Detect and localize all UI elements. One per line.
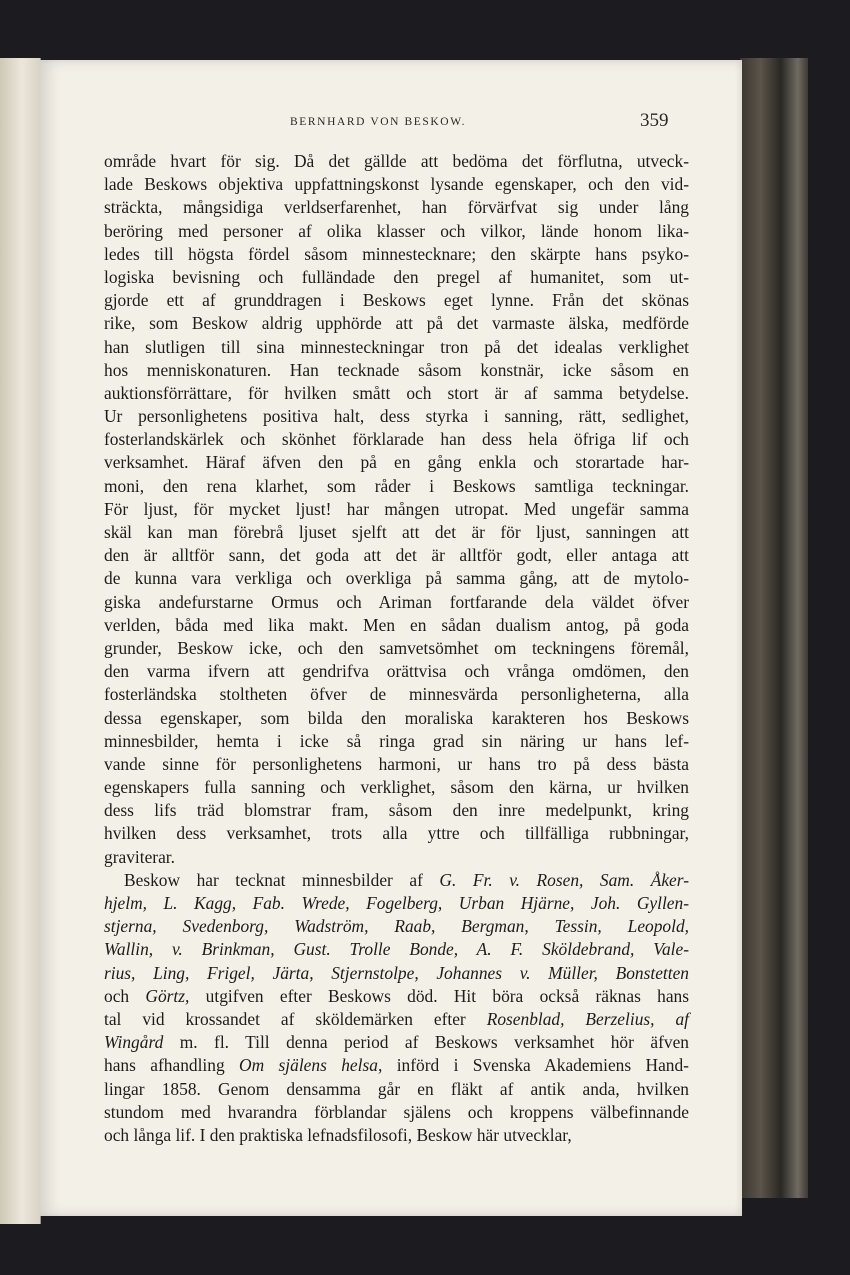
text-run: sträckta, mångsidiga verldserfarenhet, han förvärfvat sig under lång (104, 197, 689, 218)
text-line (104, 382, 689, 405)
text-line (104, 150, 689, 173)
page-number: 359 (640, 110, 669, 131)
text-line (104, 336, 689, 359)
text-line (104, 776, 689, 799)
text-run: område hvart för sig. Då det gällde att bedöma det förflutna, utveck- (104, 151, 689, 171)
text-line (104, 730, 689, 753)
text-run: verksamhet. Häraf äfven den på en gång enkla och storartade har- (104, 452, 689, 473)
text-line (104, 173, 689, 196)
text-line (104, 753, 689, 776)
text-run: minnesbilder, hemta i icke så ringa grad sin näring ur hans lef- (104, 730, 689, 751)
italic-name-run: Wallin, v. Brinkman, Gust. Trolle Bonde, A. F. Sköldebrand, Vale- (104, 939, 689, 960)
text-line (104, 591, 689, 614)
text-run: stundom med hvarandra förblandar själens och kroppens välbefinnande (104, 1101, 689, 1122)
text-run: vande sinne för personlighetens harmoni, ur hans tro på dess bästa (104, 753, 689, 774)
text-run: m. fl. Till denna period af Beskows verksamhet hör äfven (163, 1032, 689, 1053)
text-run: han slutligen till sina minnesteckningar tron på det idealas verklighet (104, 336, 689, 357)
italic-name-run: Wingård (104, 1032, 164, 1053)
text-line (104, 660, 689, 683)
text-run: tal vid krossandet af sköldemärken efter (104, 1008, 487, 1029)
italic-name-run: stjerna, Svedenborg, Wadström, Raab, Bergman, Tessin, Leopold, (104, 916, 689, 937)
text-run: de kunna vara verkliga och overkliga på samma gång, att de mytolo- (104, 568, 689, 589)
book-cover-edge (740, 58, 808, 1198)
text-line (104, 962, 689, 985)
text-line (104, 1054, 689, 1077)
text-line (104, 567, 689, 590)
text-line (104, 938, 689, 961)
text-line (104, 243, 689, 266)
text-line (104, 799, 689, 822)
text-line (104, 1008, 689, 1031)
text-line (104, 312, 689, 335)
text-line (104, 220, 689, 243)
text-line (104, 869, 689, 892)
text-line (104, 1031, 689, 1054)
text-line (104, 266, 689, 289)
text-run: verlden, båda med lika makt. Men en sådan dualism antog, på goda (104, 614, 689, 635)
page-header (40, 112, 742, 132)
text-run: graviterar. (104, 846, 175, 867)
italic-name-run: G. Fr. v. Rosen, Sam. Åker- (439, 869, 689, 890)
text-run: den är alltför sann, det goda att det är alltför godt, eller antaga att (104, 545, 689, 566)
italic-name-run: Görtz, (145, 985, 190, 1006)
text-line (104, 451, 689, 474)
text-run: ledes till högsta fördel såsom minnestecknare; den skärpte hans psyko- (104, 243, 689, 264)
text-line (104, 521, 689, 544)
italic-name-run: hjelm, L. Kagg, Fab. Wrede, Fogelberg, Urban Hjärne, Joh. Gyllen- (104, 893, 689, 913)
text-run: Ur personlighetens positiva halt, dess styrka i sanning, rätt, sedlighet, (104, 406, 689, 427)
text-line (104, 498, 689, 521)
text-line (104, 1078, 689, 1101)
text-line (104, 637, 689, 660)
text-run: dessa egenskaper, som bilda den moraliska karakteren hos Beskows (104, 707, 689, 728)
text-run: den varma ifvern att gendrifva orättvisa och vrånga omdömen, den (104, 661, 689, 682)
text-run: lade Beskows objektiva uppfattningskonst lysande egenskaper, och den vid- (104, 174, 689, 195)
text-run: utgifven efter Beskows död. Hit böra också räknas hans (189, 985, 689, 1006)
text-line (104, 405, 689, 428)
text-run: och (104, 985, 146, 1006)
text-line (104, 985, 689, 1008)
text-run: rike, som Beskow aldrig upphörde att på det varmaste älska, medförde (104, 313, 689, 334)
italic-name-run: rius, Ling, Frigel, Järta, Stjernstolpe, Johannes v. Müller, Bonstetten (104, 962, 689, 983)
text-line (104, 683, 689, 706)
text-run: Beskow har tecknat minnesbilder af (124, 869, 440, 890)
italic-name-run: Rosenblad, Berzelius, af (486, 1008, 689, 1029)
text-run: beröring med personer af olika klasser och vilkor, lände honom lika- (104, 220, 689, 241)
text-run: skäl kan man förebrå ljuset sjelft att det är för ljust, sanningen att (104, 522, 689, 542)
text-line (104, 544, 689, 567)
text-run: hvilken dess verksamhet, trots alla yttre och tillfälliga rubbningar, (104, 823, 689, 844)
text-line (104, 915, 689, 938)
text-line (104, 289, 689, 312)
text-run: lingar 1858. Genom densamma går en fläkt af antik anda, hvilken (104, 1078, 689, 1099)
text-run: fosterländska stoltheten öfver de minnesvärda personligheterna, alla (104, 684, 689, 705)
text-run: och långa lif. I den praktiska lefnadsfilosofi, Beskow här utvecklar, (104, 1124, 572, 1145)
book-page (40, 60, 742, 1216)
text-run: hans afhandling (104, 1055, 240, 1076)
text-line (104, 196, 689, 219)
text-run: hos menniskonaturen. Han tecknade såsom konstnär, icke såsom en (104, 359, 689, 380)
text-run: egenskapers fulla sanning och verklighet, såsom den kärna, ur hvilken (104, 777, 689, 798)
text-line (104, 359, 689, 382)
text-run: auktionsförrättare, för hvilken smått och stort är af samma betydelse. (104, 382, 689, 403)
text-run: För ljust, för mycket ljust! har mången utropat. Med ungefär samma (104, 498, 689, 519)
text-line (104, 822, 689, 845)
text-line (104, 428, 689, 451)
text-line (104, 1101, 689, 1124)
text-line (104, 846, 689, 869)
running-head: BERNHARD VON BESKOW. (290, 116, 467, 128)
italic-name-run: Om själens helsa, (239, 1055, 383, 1076)
text-run: logiska bevisning och fulländade den pregel af humanitet, som ut- (104, 266, 689, 287)
text-line (104, 475, 689, 498)
facing-page-edge (0, 58, 41, 1224)
text-run: dess lifs träd blomstrar fram, såsom den inre medelpunkt, kring (104, 800, 689, 821)
text-run: moni, den rena klarhet, som råder i Beskows samtliga teckningar. (104, 475, 689, 496)
text-line (104, 614, 689, 637)
text-run: införd i Svenska Akademiens Hand- (382, 1055, 689, 1076)
body-text (104, 150, 689, 1147)
text-run: gjorde ett af grunddragen i Beskows eget lynne. Från det skönas (104, 290, 689, 311)
text-run: fosterlandskärlek och skönhet förklarade han dess hela öfriga lif och (104, 429, 689, 450)
text-line (104, 707, 689, 730)
text-run: grunder, Beskow icke, och den samvetsömhet om teckningens föremål, (104, 637, 689, 658)
text-line (104, 892, 689, 915)
text-line (104, 1124, 689, 1147)
text-run: giska andefurstarne Ormus och Ariman fortfarande dela väldet öfver (104, 591, 689, 612)
